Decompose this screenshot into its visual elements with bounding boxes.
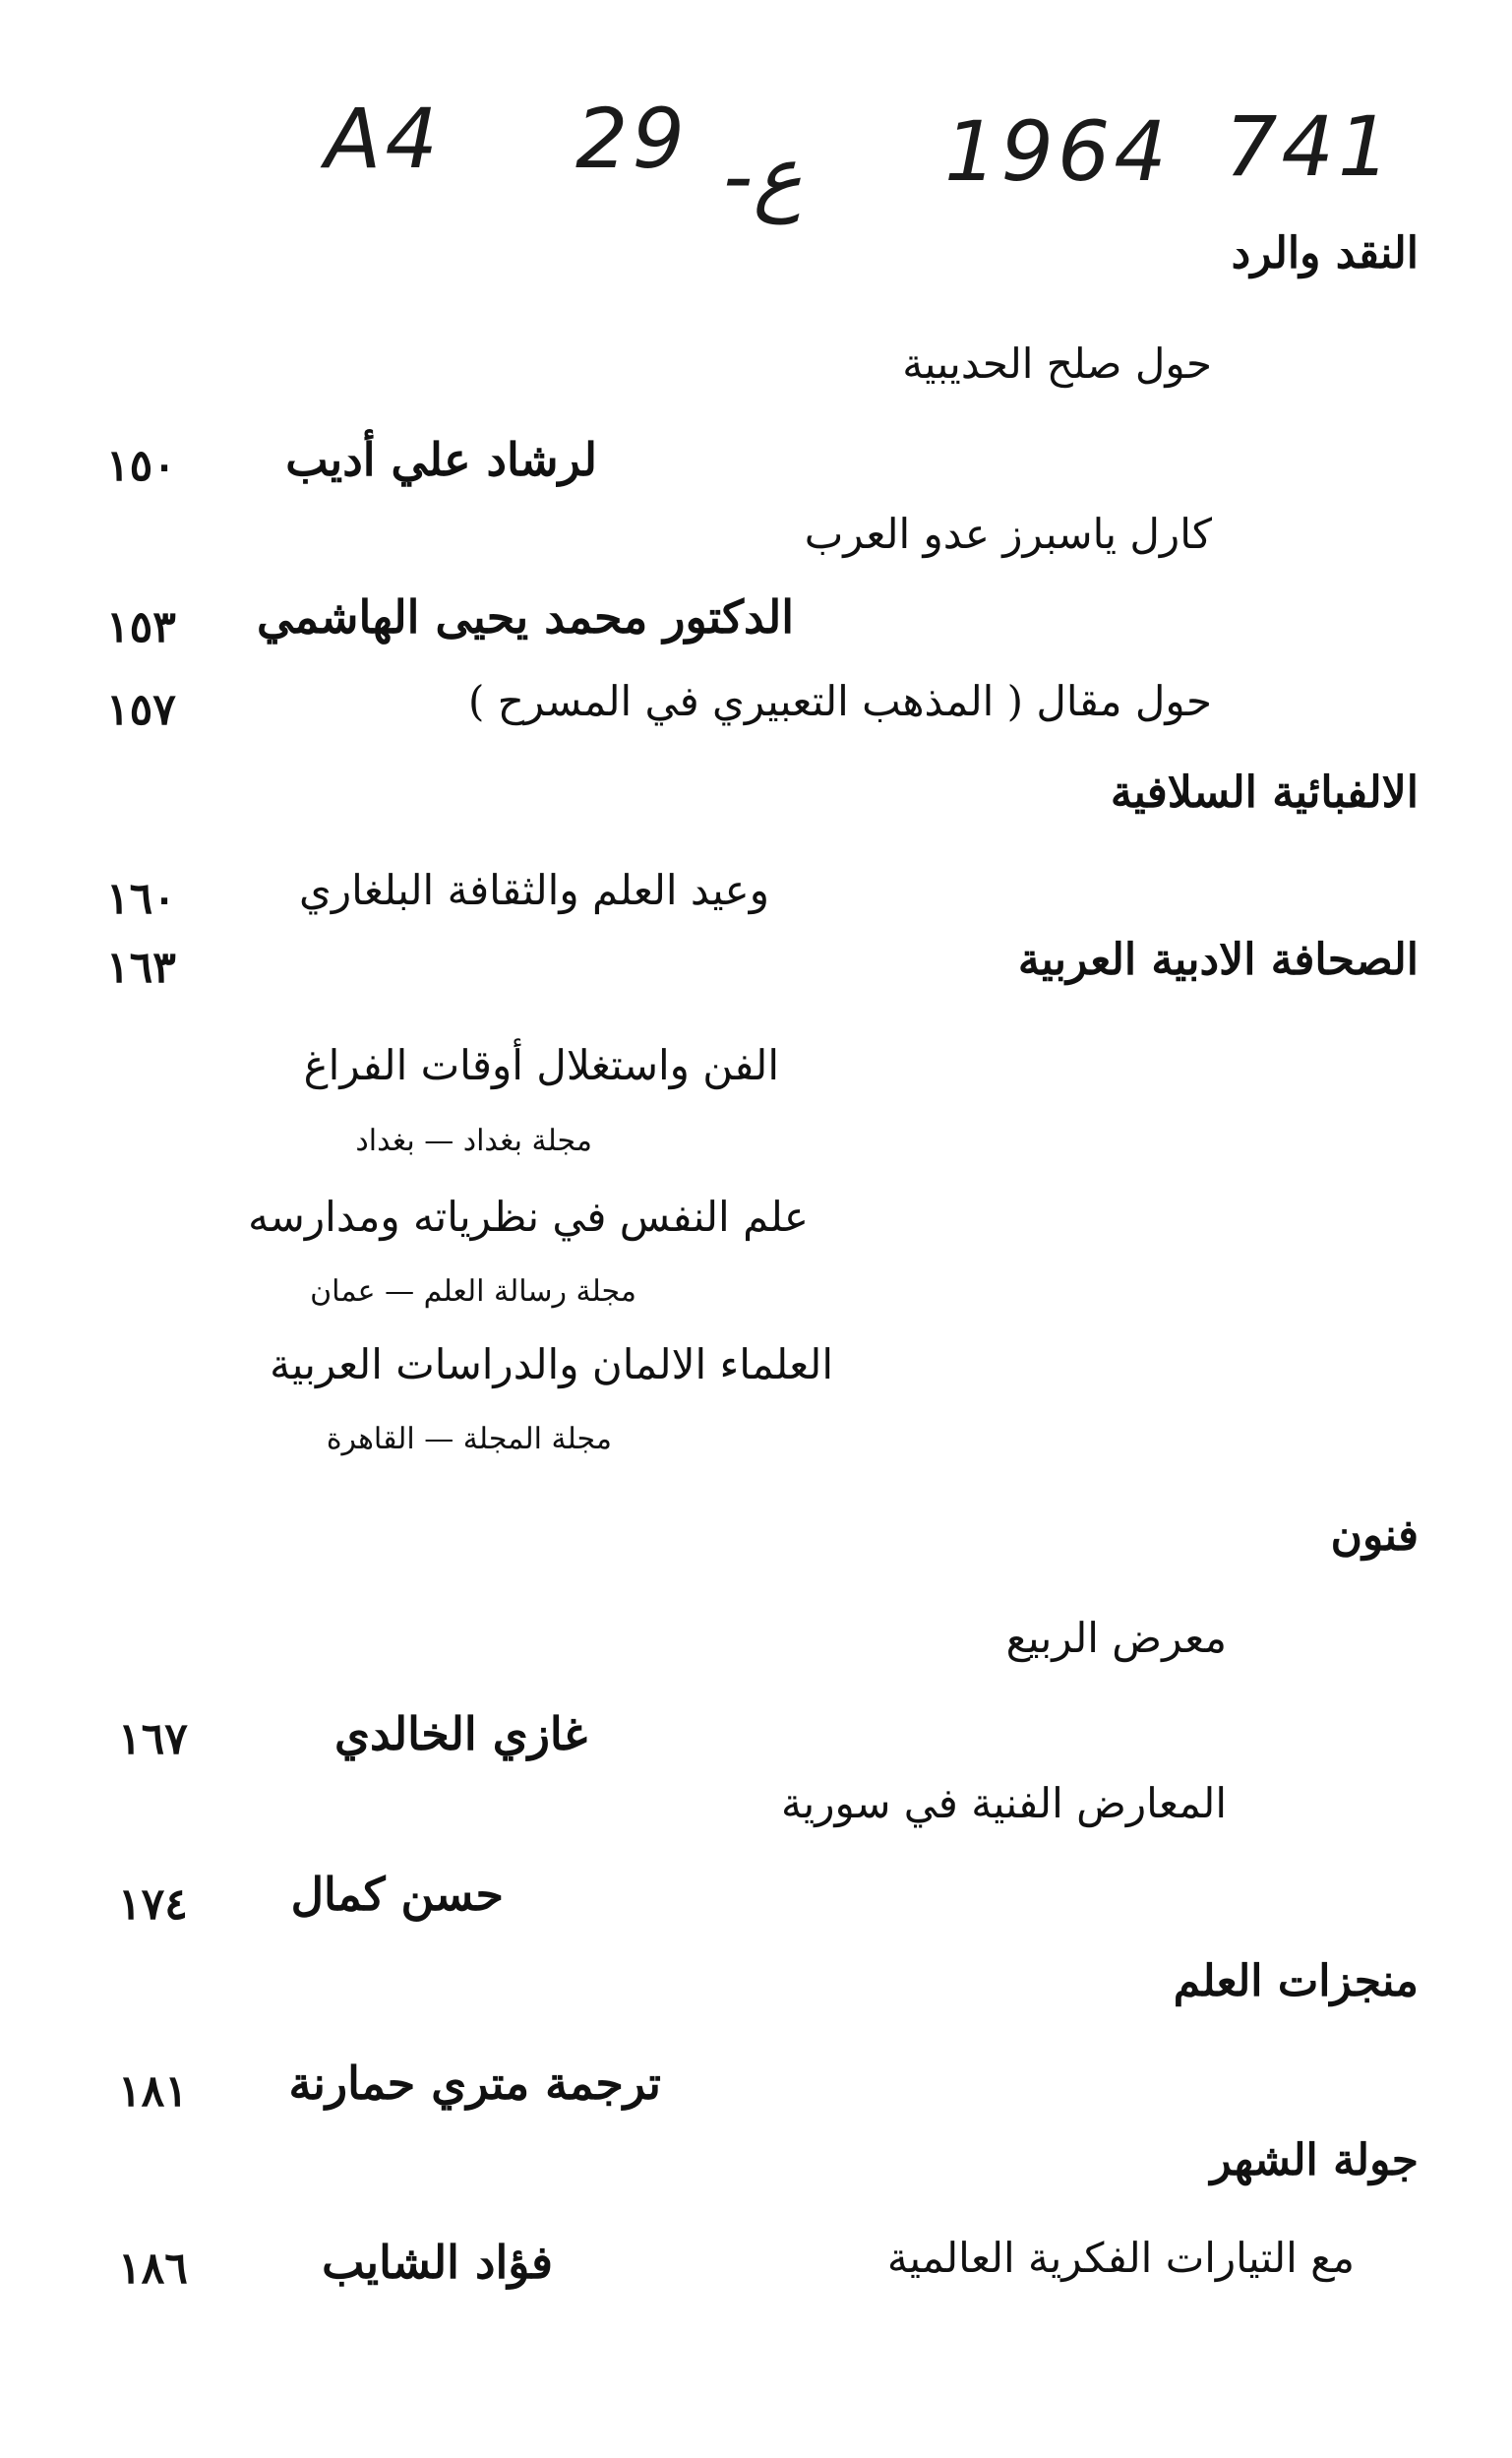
handwritten-code: A4	[325, 91, 442, 187]
section-criticism: النقد والرد	[1231, 228, 1419, 278]
page-number-153: ١٥٣	[106, 602, 176, 652]
handwritten-letter: -ع	[723, 128, 803, 224]
entry-psychology-title: علم النفس في نظرياته ومدارسه	[248, 1193, 809, 1241]
entry-jaspers-title: كارل ياسبرز عدو العرب	[804, 510, 1212, 558]
section-literary-press: الصحافة الادبية العربية	[1017, 935, 1419, 985]
section-arts: فنون	[1330, 1510, 1419, 1561]
entry-bulgarian-title: وعيد العلم والثقافة البلغاري	[298, 866, 769, 914]
section-slavic: الالفبائية السلافية	[1110, 768, 1419, 818]
entry-expressionism-title: حول مقال ( المذهب التعبيري في المسرح )	[467, 677, 1212, 725]
section-month-tour: جولة الشهر	[1210, 2135, 1419, 2185]
entry-german-source: مجلة المجلة — القاهرة	[326, 1422, 612, 1456]
page-number-167: ١٦٧	[118, 1714, 188, 1764]
entry-hashemi-author: الدكتور محمد يحيى الهاشمي	[256, 590, 794, 644]
handwritten-ref: 741	[1225, 98, 1395, 195]
entry-kamal-author: حسن كمال	[290, 1868, 504, 1921]
page-number-150: ١٥٠	[106, 441, 176, 491]
entry-khalidi-author: غازي الخالدي	[334, 1707, 587, 1760]
page-number-163: ١٦٣	[106, 943, 176, 993]
entry-leisure-source: مجلة بغداد — بغداد	[355, 1124, 592, 1158]
entry-leisure-title: الفن واستغلال أوقات الفراغ	[303, 1041, 779, 1089]
handwritten-number: 29	[575, 91, 689, 187]
entry-currents-title: مع التيارات الفكرية العالمية	[886, 2234, 1355, 2282]
section-science: منجزات العلم	[1173, 1956, 1419, 2006]
entry-rashad-author: لرشاد علي أديب	[285, 433, 597, 486]
entry-spring-title: معرض الربيع	[1005, 1614, 1227, 1662]
entry-exhibitions-title: المعارض الفنية في سورية	[781, 1779, 1227, 1827]
entry-german-title: العلماء الالمان والدراسات العربية	[270, 1340, 833, 1388]
page-number-186: ١٨٦	[118, 2243, 188, 2294]
entry-hudaybiya-title: حول صلح الحديبية	[902, 339, 1212, 388]
page-number-174: ١٧٤	[118, 1879, 188, 1930]
page-number-160: ١٦٠	[106, 874, 176, 924]
handwritten-year: 1964	[944, 103, 1171, 200]
entry-shayeb-author: فؤاد الشايب	[322, 2236, 553, 2289]
entry-psychology-source: مجلة رسالة العلم — عمان	[310, 1274, 636, 1309]
page-number-157: ١٥٧	[106, 685, 176, 735]
entry-translation-author: ترجمة متري حمارنة	[288, 2057, 661, 2110]
page-number-181: ١٨١	[118, 2066, 188, 2117]
